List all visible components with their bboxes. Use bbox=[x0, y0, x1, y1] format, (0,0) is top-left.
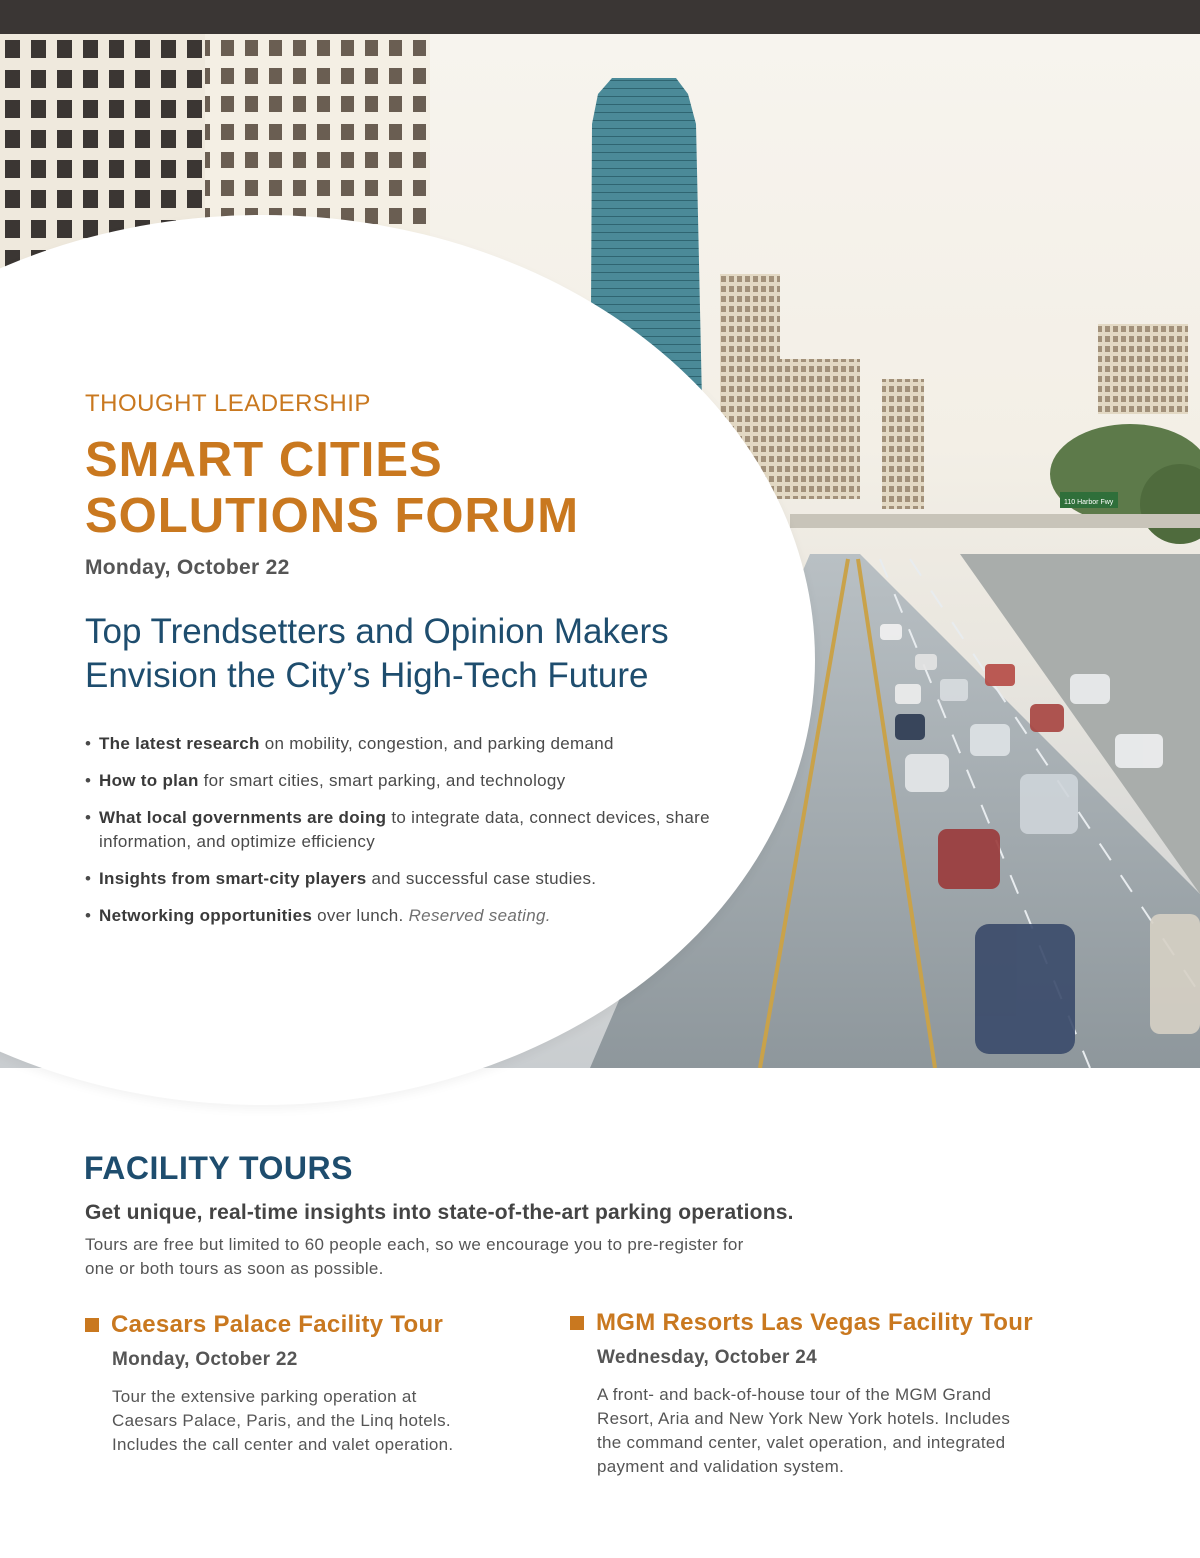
top-bar bbox=[0, 0, 1200, 34]
bullet-italic: Reserved seating. bbox=[408, 906, 551, 925]
tour-header bbox=[85, 1311, 545, 1339]
overpass bbox=[790, 514, 1200, 528]
tour-line: the command center, valet operation, and integrated bbox=[597, 1433, 1006, 1452]
desc-line: Tours are free but limited to 60 people each, so we encourage you to pre-register for bbox=[85, 1235, 744, 1254]
tour-description bbox=[112, 1385, 545, 1457]
building-mid-3 bbox=[882, 379, 924, 509]
highlight-list bbox=[85, 732, 725, 941]
bullet-bold: How to plan bbox=[99, 771, 199, 790]
bullet-text: and successful case studies. bbox=[366, 869, 597, 888]
tour-line: Resort, Aria and New York New York hotels. Includes bbox=[597, 1409, 1011, 1428]
subhead-line: Envision the City’s High-Tech Future bbox=[85, 656, 649, 695]
tour-line: Includes the call center and valet operation. bbox=[112, 1435, 454, 1454]
bullet-bold: What local governments are doing bbox=[99, 808, 387, 827]
subheadline bbox=[85, 610, 785, 698]
bullet-bold: Networking opportunities bbox=[99, 906, 313, 925]
road-sign-text: 110 Harbor Fwy bbox=[1064, 499, 1114, 506]
tour-card-caesars bbox=[85, 1311, 545, 1457]
tour-line: payment and validation system. bbox=[597, 1457, 845, 1476]
eyebrow-label: THOUGHT LEADERSHIP bbox=[85, 390, 371, 417]
page-title bbox=[85, 432, 579, 544]
tour-date: Monday, October 22 bbox=[112, 1349, 298, 1370]
tour-header bbox=[570, 1309, 1090, 1337]
section-description bbox=[85, 1233, 885, 1281]
tour-description bbox=[597, 1383, 1090, 1479]
tour-name: MGM Resorts Las Vegas Facility Tour bbox=[596, 1309, 1033, 1336]
tour-date: Wednesday, October 24 bbox=[597, 1347, 817, 1368]
title-line: SOLUTIONS FORUM bbox=[85, 489, 580, 543]
bullet-text: for smart cities, smart parking, and technology bbox=[198, 771, 566, 790]
tour-card-mgm bbox=[570, 1309, 1090, 1479]
list-item bbox=[85, 904, 725, 928]
tour-name: Caesars Palace Facility Tour bbox=[111, 1311, 444, 1338]
tour-line: Tour the extensive parking operation at bbox=[112, 1387, 417, 1406]
tour-line: A front- and back-of-house tour of the MGM Grand bbox=[597, 1385, 992, 1404]
bullet-text: to integrate data, connect devices, share information, and optimize efficiency bbox=[99, 808, 710, 851]
square-bullet-icon bbox=[570, 1316, 584, 1330]
bullet-text: on mobility, congestion, and parking demand bbox=[259, 734, 614, 753]
title-line: SMART CITIES bbox=[85, 433, 443, 487]
tour-line: Caesars Palace, Paris, and the Linq hotels. bbox=[112, 1411, 451, 1430]
desc-line: one or both tours as soon as possible. bbox=[85, 1259, 384, 1278]
bullet-bold: Insights from smart-city players bbox=[99, 869, 367, 888]
list-item bbox=[85, 806, 725, 854]
subhead-line: Top Trendsetters and Opinion Makers bbox=[85, 612, 669, 651]
section-title: FACILITY TOURS bbox=[84, 1150, 353, 1186]
list-item bbox=[85, 769, 725, 793]
bullet-bold: The latest research bbox=[99, 734, 260, 753]
square-bullet-icon bbox=[85, 1318, 99, 1332]
bullet-text: over lunch. bbox=[312, 906, 409, 925]
list-item bbox=[85, 867, 725, 891]
building-right bbox=[1098, 324, 1188, 414]
list-item bbox=[85, 732, 725, 756]
section-lead: Get unique, real-time insights into state-of-the-art parking operations. bbox=[85, 1201, 794, 1224]
event-date: Monday, October 22 bbox=[85, 556, 290, 579]
